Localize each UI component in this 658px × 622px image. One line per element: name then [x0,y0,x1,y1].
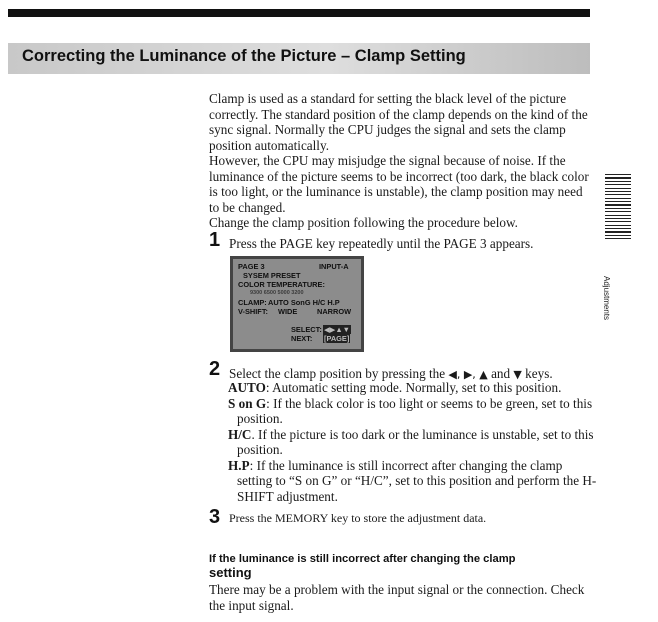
step-3-text: Press the MEMORY key to store the adjustment data. [229,511,487,525]
top-rule [8,9,590,17]
step-2-text-after: keys. [525,366,553,381]
step-2-and: and [491,366,511,381]
page3-menu-screenshot [230,256,364,352]
intro-paragraph-1: Clamp is used as a standard for setting the black level of the picture correctly. The standard position of the clamp depends on the kind of the sync signal. Normally the CPU judges the signal and sets the clamp position automatically. [209,91,588,153]
menu-next-label: NEXT: [291,334,313,343]
option-h-p: H.P: If the luminance is still incorrect after changing the clamp setting to “S on G” or “H/C”, set to this position and perform the H-SHIFT adjustment. [228,457,597,504]
troubleshoot-heading-line1: If the luminance is still incorrect after changing the clamp [209,553,516,565]
option-h-c: H/C. If the picture is too dark or the luminance is unstable, set to this position. [228,426,594,457]
menu-color-temperature: COLOR TEMPERATURE: [238,280,325,289]
intro-paragraph-3: Change the clamp position following the procedure below. [209,215,518,230]
step-2-text-before: Select the clamp position by pressing the [229,366,446,381]
troubleshoot-heading [209,553,515,579]
arrow-keys: ◀, ▶, ▲ [448,368,488,381]
menu-vshift-narrow: NARROW [317,307,352,316]
menu-page: PAGE 3 [238,262,265,271]
step-1-text: Press the PAGE key repeatedly until the PAGE 3 appears. [229,236,534,251]
menu-temperature-values: 9300 6500 5000 3200 [250,290,304,296]
section-tab-marker [605,174,631,240]
option-auto: AUTO: Automatic setting mode. Normally, set to this position. [228,380,562,395]
menu-clamp-label: CLAMP: [238,298,267,307]
page-title: Correcting the Luminance of the Picture – Clamp Setting [22,47,466,65]
down-arrow-key: ▼ [513,368,522,381]
menu-vshift-wide: WIDE [278,307,298,316]
menu-input: INPUT-A [319,262,349,271]
option-s-on-g: S on G: If the black color is too light or seems to be green, set to this position. [228,395,593,426]
menu-select-keys: ◀▶▲▼ [324,325,350,334]
step-2-number: 2 [209,358,221,380]
menu-select-label: SELECT: [291,325,322,334]
intro-paragraph-2: However, the CPU may misjudge the signal because of noise. If the luminance of the picture seems to be incorrect (too dark, the black color is too light, or the luminance is unstable), the clamp position may need to be changed. [209,153,589,215]
troubleshoot-heading-line2: setting [209,565,252,580]
clamp-options-list [228,380,598,504]
section-side-label: Adjustments [602,276,611,321]
menu-next-key: [PAGE] [324,334,350,343]
menu-clamp-options: AUTO SonG H/C H.P [268,298,340,307]
menu-system-preset: SYSEM PRESET [243,271,301,280]
intro-text [209,91,594,231]
troubleshoot-text: There may be a problem with the input signal or the connection. Check the input signal. [209,582,585,613]
section-banner [8,43,590,74]
step-3-number: 3 [209,506,221,528]
step-1-number: 1 [209,229,221,251]
menu-vshift-label: V-SHIFT: [238,307,268,316]
